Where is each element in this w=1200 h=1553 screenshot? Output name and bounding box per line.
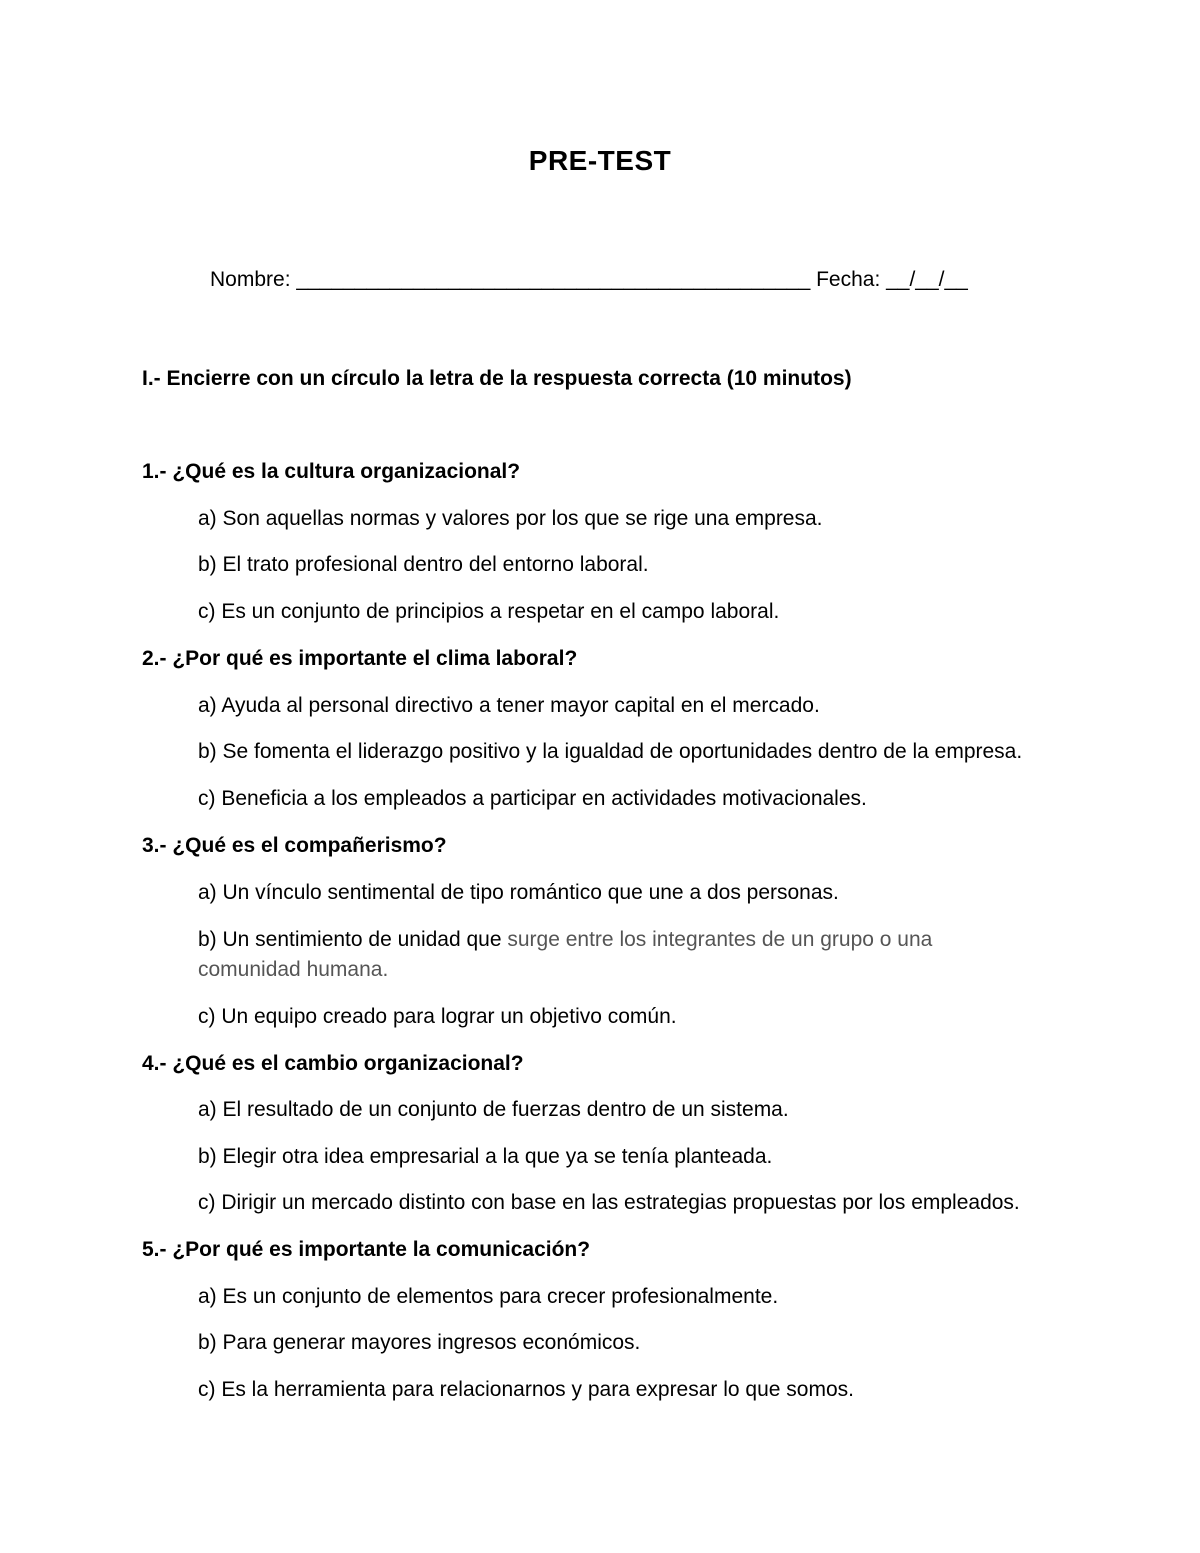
question-1: 1.- ¿Qué es la cultura organizacional? (142, 460, 521, 483)
question-5: 5.- ¿Por qué es importante la comunicación? (142, 1238, 591, 1261)
name-date-line: Nombre: ____________________________________________ Fecha: __/__/__ (210, 268, 968, 291)
question-3-option-b-continuation: surge entre los integrantes de un grupo o una comunidad humana. (198, 928, 933, 981)
instruction-heading: I.- Encierre con un círculo la letra de la respuesta correcta (10 minutos) (142, 367, 852, 390)
question-5-option-b: b) Para generar mayores ingresos económicos. (198, 1331, 641, 1354)
question-4: 4.- ¿Qué es el cambio organizacional? (142, 1052, 524, 1075)
question-3-option-b (198, 925, 1018, 985)
question-4-option-b: b) Elegir otra idea empresarial a la que ya se tenía planteada. (198, 1145, 773, 1168)
question-3-option-a: a) Un vínculo sentimental de tipo romántico que une a dos personas. (198, 881, 839, 904)
question-1-option-c: c) Es un conjunto de principios a respetar en el campo laboral. (198, 600, 780, 623)
page-title: PRE-TEST (528, 145, 672, 176)
question-3-option-c: c) Un equipo creado para lograr un objetivo común. (198, 1005, 677, 1028)
question-4-option-a: a) El resultado de un conjunto de fuerzas dentro de un sistema. (198, 1098, 789, 1121)
question-2: 2.- ¿Por qué es importante el clima laboral? (142, 647, 578, 670)
question-4-option-c: c) Dirigir un mercado distinto con base en las estrategias propuestas por los empleados. (198, 1191, 1020, 1214)
question-3: 3.- ¿Qué es el compañerismo? (142, 834, 447, 857)
question-3-option-b-text: b) Un sentimiento de unidad que (198, 928, 508, 951)
question-5-option-c: c) Es la herramienta para relacionarnos y para expresar lo que somos. (198, 1378, 854, 1401)
question-2-option-a: a) Ayuda al personal directivo a tener mayor capital en el mercado. (198, 694, 820, 717)
question-1-option-a: a) Son aquellas normas y valores por los que se rige una empresa. (198, 507, 823, 530)
question-2-option-c: c) Beneficia a los empleados a participar en actividades motivacionales. (198, 787, 867, 810)
question-1-option-b: b) El trato profesional dentro del entorno laboral. (198, 553, 649, 576)
question-2-option-b: b) Se fomenta el liderazgo positivo y la igualdad de oportunidades dentro de la empresa. (198, 740, 1023, 763)
question-5-option-a: a) Es un conjunto de elementos para crecer profesionalmente. (198, 1285, 779, 1308)
